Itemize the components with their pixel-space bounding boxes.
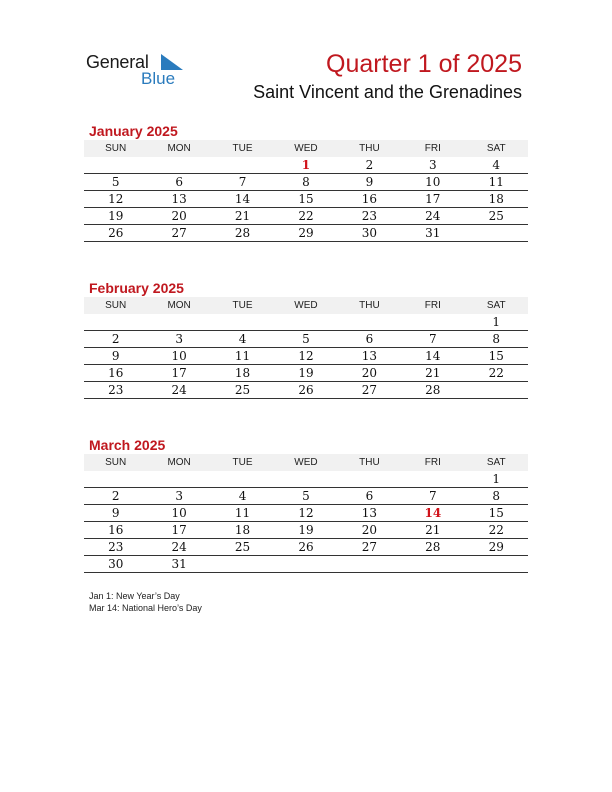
day-cell: 8 [302, 175, 310, 189]
day-cell: 13 [171, 192, 187, 206]
day-cell: 10 [425, 175, 441, 189]
day-cell: 29 [298, 226, 314, 240]
weekday-label: THU [359, 143, 380, 154]
empty-day-cell [401, 314, 464, 330]
day-cell: 7 [429, 332, 437, 346]
day-cell: 11 [234, 506, 251, 520]
day-cell: 30 [361, 226, 378, 240]
day-cell: 5 [302, 489, 310, 503]
empty-day-cell [147, 157, 210, 173]
weekday-label: FRI [424, 300, 441, 311]
day-cell: 26 [298, 540, 314, 554]
weekday-label: TUE [232, 300, 253, 311]
brand-logo [86, 52, 196, 92]
week-row [84, 225, 528, 242]
empty-day-cell [465, 556, 528, 572]
empty-day-cell [338, 471, 401, 487]
day-cell: 19 [298, 366, 314, 380]
day-cell: 24 [171, 540, 187, 554]
week-row [84, 331, 528, 348]
day-cell: 21 [234, 209, 251, 223]
week-row [84, 208, 528, 225]
weekday-label: SUN [105, 300, 127, 311]
weekday-label: FRI [424, 457, 441, 468]
week-row [84, 471, 528, 488]
empty-day-cell [465, 382, 528, 398]
day-cell: 12 [298, 349, 314, 363]
day-cell: 28 [234, 226, 251, 240]
day-cell: 28 [425, 383, 441, 397]
weekday-label: WED [294, 457, 318, 468]
day-cell: 22 [298, 209, 314, 223]
day-cell: 17 [171, 366, 187, 380]
holiday-notes [89, 590, 202, 614]
day-cell: 25 [234, 540, 251, 554]
country-subtitle: Saint Vincent and the Grenadines [253, 82, 522, 102]
day-cell: 4 [492, 158, 501, 172]
month-title: February 2025 [89, 280, 184, 296]
day-cell: 28 [425, 540, 441, 554]
day-cell: 25 [234, 383, 251, 397]
day-cell: 18 [234, 523, 251, 537]
day-cell: 20 [171, 209, 187, 223]
day-cell: 6 [365, 332, 374, 346]
weekday-label: SAT [486, 300, 506, 311]
page-title: Quarter 1 of 2025 [326, 50, 522, 78]
day-cell: 5 [302, 332, 310, 346]
week-row [84, 556, 528, 573]
day-cell: 16 [108, 523, 124, 537]
weekday-label: WED [294, 300, 318, 311]
day-cell: 12 [108, 192, 124, 206]
empty-day-cell [211, 471, 274, 487]
empty-day-cell [465, 225, 528, 241]
empty-day-cell [84, 157, 147, 173]
day-cell: 1 [492, 472, 501, 486]
empty-day-cell [401, 471, 464, 487]
weekday-label: SAT [486, 457, 506, 468]
empty-day-cell [147, 314, 210, 330]
day-cell: 11 [234, 349, 251, 363]
day-cell: 7 [238, 175, 247, 189]
day-cell: 14 [425, 349, 441, 363]
weekday-label: MON [167, 300, 191, 311]
day-cell: 2 [365, 158, 374, 172]
day-cell: 31 [425, 226, 441, 240]
day-cell: 26 [298, 383, 314, 397]
day-cell: 10 [171, 349, 187, 363]
day-cell: 3 [175, 489, 183, 503]
week-row [84, 522, 528, 539]
weekday-label: WED [294, 143, 318, 154]
day-cell: 9 [111, 506, 120, 520]
day-cell: 29 [488, 540, 504, 554]
day-cell: 27 [361, 540, 378, 554]
weekday-label: FRI [424, 143, 441, 154]
day-cell: 9 [111, 349, 120, 363]
day-cell: 1 [301, 158, 311, 172]
day-cell: 2 [111, 489, 120, 503]
empty-day-cell [401, 556, 464, 572]
day-cell: 27 [171, 226, 187, 240]
empty-day-cell [211, 314, 274, 330]
day-cell: 21 [425, 523, 441, 537]
week-row [84, 174, 528, 191]
empty-day-cell [338, 314, 401, 330]
day-cell: 27 [361, 383, 378, 397]
day-cell: 6 [175, 175, 183, 189]
day-cell: 31 [171, 557, 187, 571]
day-cell: 22 [488, 523, 504, 537]
day-cell: 2 [111, 332, 120, 346]
day-cell: 23 [108, 540, 124, 554]
week-row [84, 314, 528, 331]
day-cell: 15 [488, 349, 504, 363]
day-cell: 19 [108, 209, 124, 223]
day-cell: 8 [492, 489, 501, 503]
day-cell: 4 [238, 332, 247, 346]
day-cell: 18 [234, 366, 251, 380]
holiday-note: Jan 1: New Year’s Day [89, 591, 180, 601]
empty-day-cell [147, 471, 210, 487]
weekday-label: SUN [105, 457, 127, 468]
day-cell: 20 [361, 366, 378, 380]
day-cell: 17 [171, 523, 187, 537]
empty-day-cell [211, 157, 274, 173]
weekday-header [84, 140, 528, 157]
weekday-label: THU [359, 300, 380, 311]
weekday-header [84, 454, 528, 471]
day-cell: 14 [234, 192, 251, 206]
weekday-label: SAT [486, 143, 506, 154]
day-cell: 23 [108, 383, 124, 397]
day-cell: 16 [361, 192, 378, 206]
empty-day-cell [274, 471, 337, 487]
day-cell: 17 [425, 192, 441, 206]
day-cell: 11 [488, 175, 504, 189]
day-cell: 5 [111, 175, 120, 189]
week-row [84, 191, 528, 208]
day-cell: 15 [488, 506, 504, 520]
day-cell: 3 [175, 332, 183, 346]
logo-text-general: General [86, 52, 149, 72]
weekday-label: MON [167, 143, 191, 154]
logo-text-blue: Blue [141, 69, 176, 88]
calendar-grid [84, 297, 528, 399]
empty-day-cell [338, 556, 401, 572]
weekday-label: SUN [105, 143, 127, 154]
empty-day-cell [211, 556, 274, 572]
day-cell: 25 [488, 209, 504, 223]
week-row [84, 365, 528, 382]
weekday-label: TUE [232, 143, 253, 154]
empty-day-cell [274, 314, 337, 330]
day-cell: 22 [488, 366, 504, 380]
week-row [84, 348, 528, 365]
day-cell: 13 [361, 349, 378, 363]
day-cell: 24 [425, 209, 441, 223]
week-row [84, 382, 528, 399]
weekday-label: MON [167, 457, 191, 468]
empty-day-cell [84, 471, 147, 487]
day-cell: 6 [365, 489, 374, 503]
calendar-grid [84, 454, 528, 573]
week-row [84, 488, 528, 505]
day-cell: 14 [424, 506, 442, 520]
day-cell: 10 [171, 506, 187, 520]
day-cell: 19 [298, 523, 314, 537]
day-cell: 8 [492, 332, 501, 346]
week-row [84, 539, 528, 556]
day-cell: 12 [298, 506, 314, 520]
day-cell: 15 [298, 192, 314, 206]
day-cell: 4 [238, 489, 247, 503]
logo-triangle-icon [161, 54, 183, 70]
weekday-header [84, 297, 528, 314]
day-cell: 18 [488, 192, 504, 206]
empty-day-cell [274, 556, 337, 572]
empty-day-cell [84, 314, 147, 330]
week-row [84, 505, 528, 522]
month-title: March 2025 [89, 437, 166, 453]
day-cell: 24 [171, 383, 187, 397]
calendar-grid [84, 140, 528, 242]
weekday-label: THU [359, 457, 380, 468]
day-cell: 16 [108, 366, 124, 380]
day-cell: 23 [361, 209, 378, 223]
day-cell: 7 [429, 489, 437, 503]
day-cell: 26 [108, 226, 124, 240]
day-cell: 30 [108, 557, 124, 571]
holiday-note: Mar 14: National Hero’s Day [89, 603, 202, 613]
day-cell: 21 [425, 366, 441, 380]
day-cell: 9 [365, 175, 374, 189]
day-cell: 20 [361, 523, 378, 537]
day-cell: 3 [429, 158, 437, 172]
day-cell: 13 [361, 506, 378, 520]
month-title: January 2025 [89, 123, 178, 139]
weekday-label: TUE [232, 457, 253, 468]
week-row [84, 157, 528, 174]
day-cell: 1 [492, 315, 501, 329]
